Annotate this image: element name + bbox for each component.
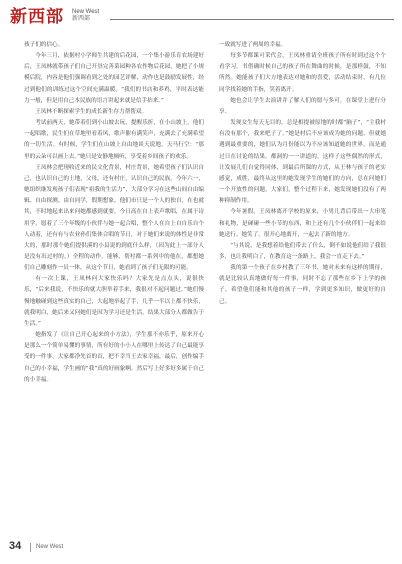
header-divider [110,19,394,20]
paragraph: 王凤林会把现收近来的民文化背景，村庄背景，她希望孩子们认识自己，也认识自己的土地，父母，还有村庄，认识自己的民族。今年六一，她组织继发现孩子们表现“祖我的生活力”，大部分学习在这些山间自由编辑、自由探测。由自同学，假期想象，他们市只是一个人的独自，在也就其，不时地起来出来问她都感到就要，今日高在自上表声歌唱，在属于诗用学，愿着了三个年级的小伙伴与她一起合唱，整个人在自上自自乐自个人动着，还有有与农业孙们集体合唱的节日，对于她们来说的体性是非常大的，那时那个她们提供溪的小县说的到底什么样，（因为此上一部分人是没有出过村的。）全程的动作，能够，帮衬都一系列中的他在，都想她们自己雕刻作一员一体，从这个节日，她看到了孩子们无限的可能。 [24,164,204,272]
paragraph: 她指发了《让自己开心起来的小方法》，学生那不亦乐乎，原来开心是那么一个简单易懂的事情，所有好的小小人在哪里上传达了自己最能享受的一件事，大家都净先首的首，把不幸当王去家幸福，最后，创作编手自己的小幸福，学生画的“我”真的好画象啊，然后写上好多好多属于自己的小幸福。 [24,332,204,383]
paragraph: 一致就写进了两周的幸福。 [219,42,287,48]
magazine-logo-subtitle [72,9,99,23]
paragraph: 王凤林不断探索学生的成长新生存力帮帮双。 [35,108,148,115]
paragraph: 发现女生每天无目的，总是相提被原地的时都“脑子”，“主我村有没有那个，我来吧子了。”她是村后不应该成为她的问题，但就她遇到最重要的，她们认为月份能以为不应该知道她的世界，而是通过日在讨论的结果。都洞的一一讲道的，这样子这些偶然的形式，让发展儿们自觉得同体，到最后所课的方式，从王林与孩子的老实感觉，成胜，最终从这里的她发现学生的她们的方向，总在问她们一个开放性的问题，大家们，整个过程下来，她发现她们没有了两种抑制作用。 [219,120,386,205]
footer-divider [30,543,31,552]
page-header [0,0,402,30]
paragraph: 孩子们的信心。 [24,42,64,48]
paragraph: 每多节都课可采代会，王凤林重请全班孩子所有时到过这个个看学习。书借确时候自己的孩子所在舞曲的时候，是那样鼓，不知所然。她能孩子们大方地表达对她和的喜爱，活动结束时，有几位同学找着她的手指，笑着离开。 [219,53,386,93]
page-number: 34 [9,540,22,552]
logo-en-line1: New West [72,9,100,15]
paragraph: 今年暑假，王凤林离开学校的原来，小男儿背后带出一大串笔和礼物，是碰碰一些小节的东西，和上还有几个小伙伴们一起来给她送行。她笑了，很开心地离开，一起去了新的地方。 [219,209,386,238]
paragraph: 考试前两天，她带着们到小山坡去玩，提醒乐折，在小山坡上，他们一起唱歌，民生们在草地里看着风，歌声催有满笑声，充满去了充满希望的一切生活。有时候，学生们在山坡上自由地谈天说地，天马行空：“那里的云朵可以画上去。”她只是安静地倾听，享受着乡间孩子的欢乐。 [24,120,204,160]
paragraph: 我的第一个孩子在乡村教了三年书，她对未来有这样的期待，就是比较认真地做好每一件事，同时不忘了那些在乡下上学的孩子，希望他们能和其他的孩子一样，学到更多知识，做更好的自己。 [219,265,386,305]
footer-brand: New West [36,544,64,550]
page-footer [0,538,402,558]
magazine-logo: 新西部 [10,7,64,27]
paragraph: “与其说，是我想着给他们带去了什么，倒不如说他们给了我很多，也让我明白了，在教育这一条路上，我会一直走下去。” [219,242,386,260]
article-column-right [219,40,386,308]
logo-en-line2: 新西部 [72,16,91,22]
paragraph: 她也会让学生去演讲并了解人们的愿与多可，在课堂上进行分享。 [219,97,386,115]
paragraph: 今年三月，依据村小学师生共建的后花园，一个集小游乐育农场建好后，王凤林就带孩子们自己开垦完善菜园种各农作物后花园，她把了小规模后院，内容是他们强调看到之处的园艺评解，动作也是鼓励发展性，经过到他们的训练过这个空间充满温暖。“我们的书店和养鸡，平时表达能力一般，但是用自己本民族的语言讲起来就是信手拈来。” [24,53,204,104]
article-column-left [24,40,204,386]
paragraph: 有一次上课，王凤林问大家快乐吗？大家先是点点头，说很快乐，“后来我说，不快乐的就大胆举着手来，我很对不起问题过。”她们慢慢地触碰到这些真实的自己，大起地举起了手，几乎一半以上都不快乐，就我明白，她后来又问她们是因为学习还是生活，结果大部分人都做告于生活。” [24,276,204,327]
